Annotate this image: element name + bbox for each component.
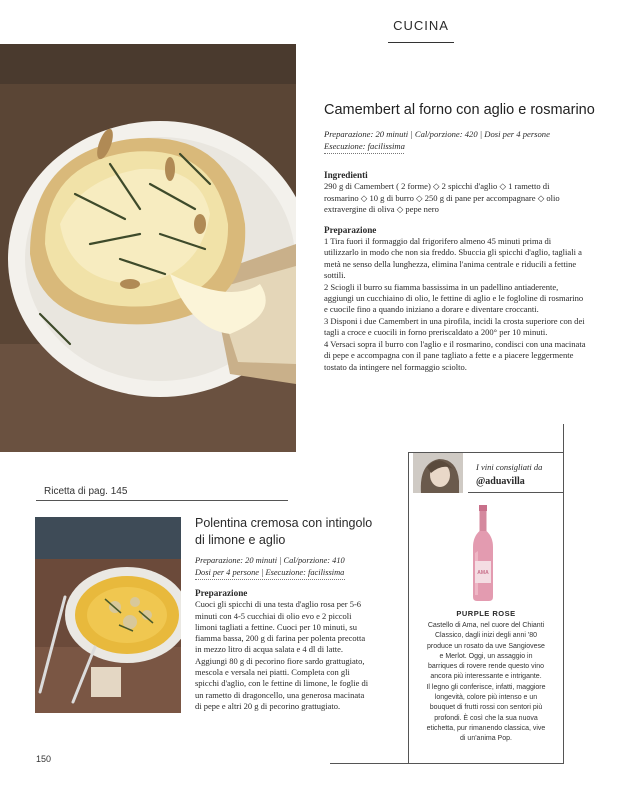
recipe1-meta-line1: Preparazione: 20 minuti | Cal/porzione: 420 | Dosi per 4 persone xyxy=(324,129,550,139)
recipe2-page-reference: Ricetta di pag. 145 xyxy=(44,486,128,497)
recipe1-ingredients-heading: Ingredienti xyxy=(324,170,368,180)
recipe1-step: 4 Versaci sopra il burro con l'aglio e il rosmarino, condisci con una macinata di pepe e accompagna con il pane tagliato a fette e a piacere leggermente tostato da intingere nel formaggio sciolto. xyxy=(324,338,586,372)
recipe2-preparation-heading: Preparazione xyxy=(195,588,248,598)
recipe1-step: 3 Disponi i due Camembert in una pirofila, incidi la crosta superiore con dei tagli a croce e cuocili in forno preriscaldato a 200° per 10 minuti. xyxy=(324,315,585,338)
wine-description-line: Il legno gli conferisce, infatti, maggiore xyxy=(426,683,546,691)
recipe1-body xyxy=(324,170,586,373)
recipe2-meta-line1: Preparazione: 20 minuti | Cal/porzione: 410 xyxy=(195,556,345,565)
sommelier-handle: @aduavilla xyxy=(476,476,525,487)
recipe1-step: 2 Sciogli il burro su fiamma bassissima in un padellino antiaderente, aggiungi un cucchiaino di olio, le fettine di aglio e le fogloline di rosmarino e cuocile fino a quando iniziano a dorare e diventare croccanti. xyxy=(324,281,584,315)
wine-box-header-rule xyxy=(468,492,564,493)
recipe1-title: Camembert al forno con aglio e rosmarino xyxy=(324,102,595,118)
wine-description-line: Castello di Ama, nel cuore del Chianti xyxy=(427,622,545,629)
recipe2-preparation-text: Cuoci gli spicchi di una testa d'aglio rosa per 5-6 minuti con 4-5 cucchiai di olio evo e 2 piccoli limoni tagliati a fettine. Cuoci per 10 minuti, su fiamma bassa, 200 g di farina per polenta precotta in mezzo litro di acqua salata e 4 dl di latte. Aggiungi 80 g di pecorino fiore sardo grattugiato, mescola e versala nei piatti. Completa con gli spicchi d'aglio, con le fettine di limone, le foglie di un rametto di dragoncello, una generosa macinata di pepe e altri 20 g di pecorino grattugiato. xyxy=(195,599,369,711)
wine-description-line: ancora più interessante e intrigante. xyxy=(430,673,542,681)
recipe2-meta xyxy=(195,555,371,580)
recipe2-meta-line2: Dosi per 4 persone | Esecuzione: facilissima xyxy=(195,567,345,577)
recipe1-preparation-heading: Preparazione xyxy=(324,224,377,235)
wine-description xyxy=(418,621,554,745)
wine-box-left-border xyxy=(408,452,409,764)
recipe2-title: Polentina cremosa con intingolo di limone e aglio xyxy=(195,516,373,547)
recipe2-body xyxy=(195,588,371,712)
sommelier-avatar xyxy=(413,453,463,493)
recipe1-meta-divider xyxy=(324,153,404,154)
wine-description-line: etichetta, pur rimanendo classica, vive xyxy=(426,724,546,732)
recipe1-meta xyxy=(324,128,584,154)
camembert-photo xyxy=(0,44,296,452)
wine-bottle-image xyxy=(465,505,501,601)
recipe1-step: 1 Tira fuori il formaggio dal frigorifero almeno 45 minuti prima di utilizzarlo in modo che non sia freddo. Sbuccia gli spicchi d'aglio, tagliali a metà ne senso della lunghezza, elimina l'anima centrale e riducili a fettine sottili. xyxy=(324,236,582,281)
wine-description-line: produce un rosato da uve Sangiovese xyxy=(427,642,545,650)
wine-description-line: profondi. È così che la sua nuova xyxy=(434,714,538,722)
svg-text:AMA: AMA xyxy=(477,570,489,576)
wine-description-line: barriques di rovere rende questo vino xyxy=(428,663,544,671)
wine-description-line: e Merlot. Oggi, un assaggio in xyxy=(439,652,533,660)
section-header-rule xyxy=(388,42,454,43)
wine-description-line: Classico, dagli inizi degli anni '80 xyxy=(434,632,538,640)
wine-box-right-border xyxy=(563,424,564,764)
polenta-photo xyxy=(35,517,181,713)
wine-description-line: bouquet di frutti rossi con sentori più xyxy=(429,704,543,712)
wine-box-bottom-border xyxy=(330,763,564,764)
page-number: 150 xyxy=(36,754,52,764)
wine-box-title: I vini consigliati da xyxy=(476,462,543,472)
wine-description-line: longevità, colore più intenso e un xyxy=(434,694,538,702)
wine-description-line: di un'anima Pop. xyxy=(460,735,512,743)
wine-name: PURPLE ROSE xyxy=(456,609,516,618)
recipe2-meta-divider xyxy=(195,579,345,580)
recipe1-meta-line2: Esecuzione: facilissima xyxy=(324,141,405,151)
section-header: CUCINA xyxy=(393,18,449,33)
recipe2-reference-rule xyxy=(36,500,288,501)
recipe1-ingredients-text: 290 g di Camembert ( 2 forme) ◇ 2 spicchi d'aglio ◇ 1 rametto di rosmarino ◇ 10 g di burro ◇ 250 g di pane per accompagnare ◇ olio extravergine di oliva ◇ pepe nero xyxy=(324,181,560,215)
